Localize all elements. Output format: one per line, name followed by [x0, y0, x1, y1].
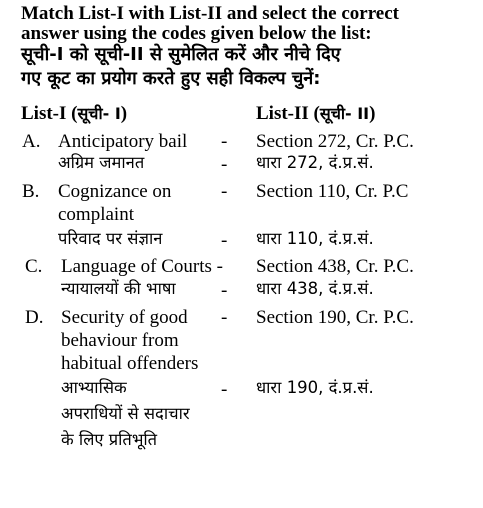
- row-d-letter: D.: [25, 307, 44, 328]
- question-line-hi-1: सूची-I को सूची-II से सुमेलित करें और नीचे दिए: [21, 44, 341, 65]
- row-d-item-hi-1: आभ्यासिक: [61, 378, 127, 397]
- question-line-en-1: Match List-I with List-II and select the correct: [21, 3, 399, 24]
- row-b-match-hi: धारा 110, दं.प्र.सं.: [256, 229, 374, 248]
- row-d-item-hi-3: के लिए प्रतिभूति: [61, 430, 158, 449]
- row-c-letter: C.: [25, 256, 43, 277]
- row-d-match-hi: धारा 190, दं.प्र.सं.: [256, 378, 374, 397]
- row-a-letter: A.: [22, 131, 41, 152]
- row-a-match-en: Section 272, Cr. P.C.: [256, 131, 414, 152]
- row-b-dash: -: [221, 181, 228, 202]
- row-b-dash-hi: -: [221, 230, 228, 251]
- row-a-item-en: Anticipatory bail: [58, 131, 188, 152]
- row-d-dash: -: [221, 307, 228, 328]
- row-c-match-hi: धारा 438, दं.प्र.सं.: [256, 279, 374, 298]
- row-c-item-en: Language of Courts -: [61, 256, 223, 277]
- row-d-item-hi-2: अपराधियों से सदाचार: [61, 404, 190, 423]
- row-d-match-en: Section 190, Cr. P.C.: [256, 307, 414, 328]
- row-c-match-en: Section 438, Cr. P.C.: [256, 256, 414, 277]
- row-a-dash: -: [221, 131, 228, 152]
- row-b-match-en: Section 110, Cr. P.C: [256, 181, 409, 202]
- row-d-item-en-2: behaviour from: [61, 330, 179, 351]
- list-1-header: List-I (सूची- I): [21, 103, 128, 124]
- question-line-en-2: answer using the codes given below the list:: [21, 23, 372, 44]
- row-d-item-en-1: Security of good: [61, 307, 188, 328]
- row-a-item-hi: अग्रिम जमानत: [58, 153, 145, 172]
- row-c-dash-hi: -: [221, 280, 228, 301]
- row-b-item-en-1: Cognizance on: [58, 181, 172, 202]
- list-2-header: List-II (सूची- II): [256, 103, 376, 124]
- question-line-hi-2: गए कूट का प्रयोग करते हुए सही विकल्प चुनें:: [21, 68, 321, 89]
- row-b-item-en-2: complaint: [58, 204, 134, 225]
- row-b-item-hi: परिवाद पर संज्ञान: [58, 229, 163, 248]
- row-b-letter: B.: [22, 181, 40, 202]
- row-c-item-hi: न्यायालयों की भाषा: [61, 279, 176, 298]
- row-a-match-hi: धारा 272, दं.प्र.सं.: [256, 153, 374, 172]
- row-a-dash-hi: -: [221, 154, 228, 175]
- row-d-dash-hi: -: [221, 379, 228, 400]
- row-d-item-en-3: habitual offenders: [61, 353, 199, 374]
